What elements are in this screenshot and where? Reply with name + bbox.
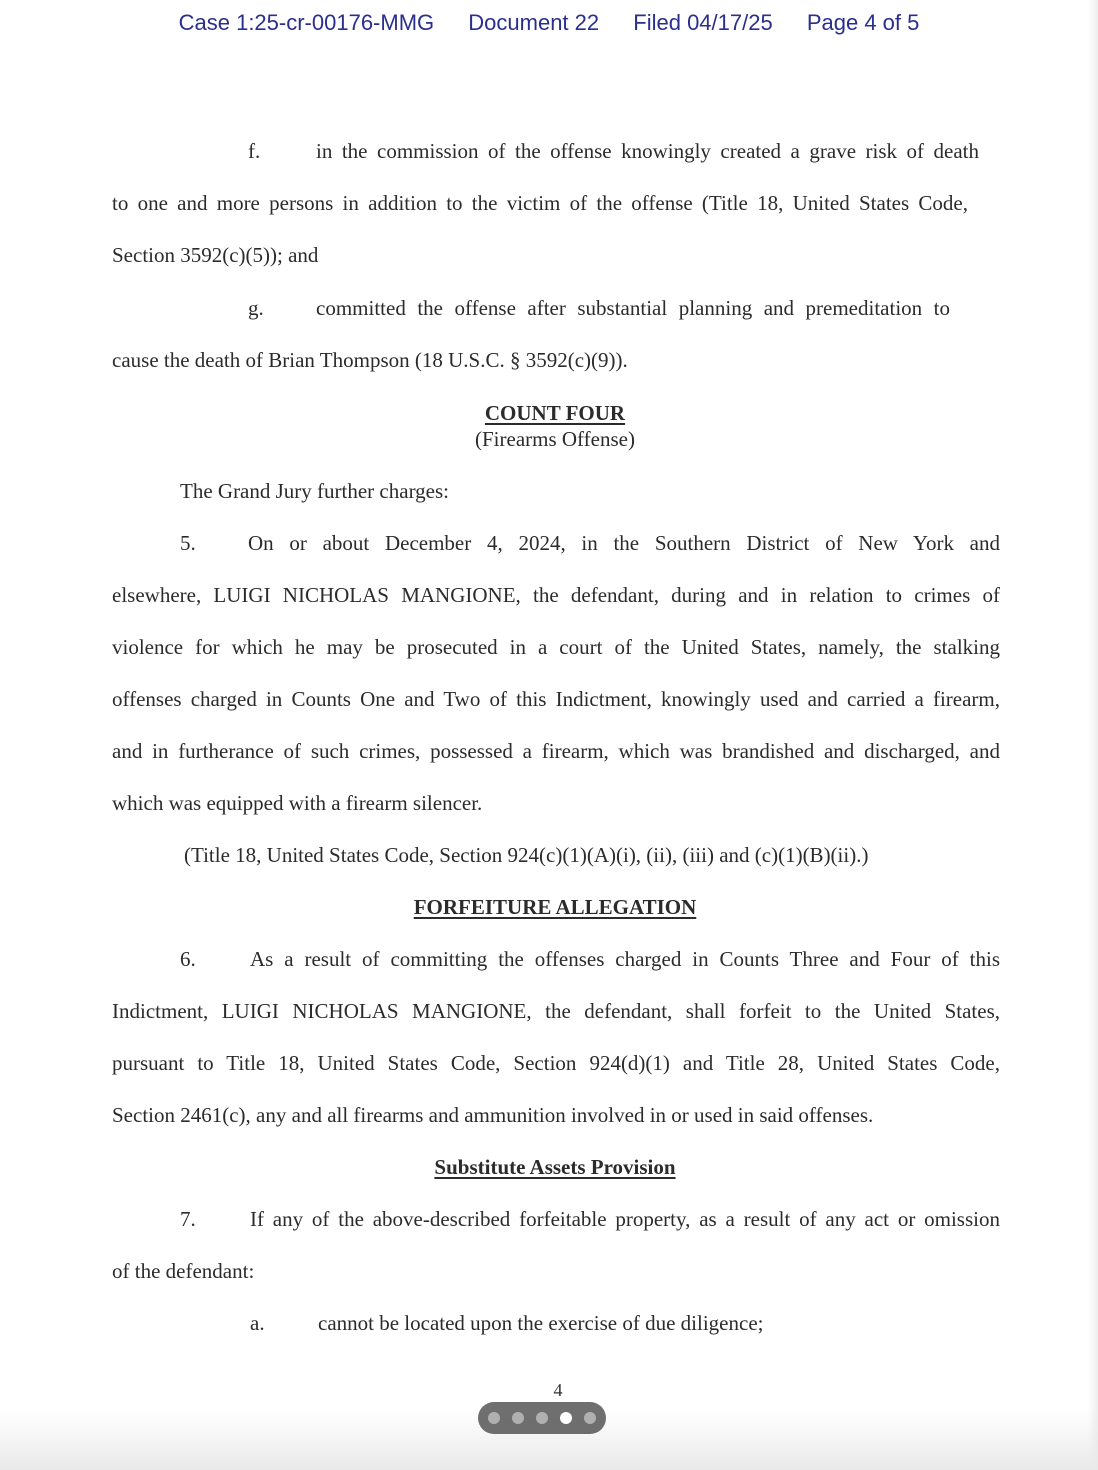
para-5-line-6: which was equipped with a firearm silencer. (112, 791, 483, 815)
item-f-line-1: in the commission of the offense knowingly created a grave risk of death (316, 139, 979, 163)
para-7-line-2: of the defendant: (112, 1259, 255, 1283)
item-a-marker: a. (250, 1311, 265, 1335)
page-edge-shadow (1088, 0, 1098, 1470)
page-number: 4 (553, 1380, 563, 1400)
filed-date: Filed 04/17/25 (633, 10, 773, 35)
count-four-subtitle: (Firearms Offense) (475, 427, 635, 451)
item-g-line-2: cause the death of Brian Thompson (18 U.S.C. § 3592(c)(9)). (112, 348, 628, 372)
item-g-marker: g. (248, 296, 264, 320)
document-number: Document 22 (468, 10, 600, 35)
page-indicator (478, 1402, 606, 1434)
para-6-number: 6. (180, 947, 196, 971)
para-6-line-1: As a result of committing the offenses charged in Counts Three and Four of this (250, 947, 1000, 971)
item-f-line-3: Section 3592(c)(5)); and (112, 243, 319, 267)
page-dot-4[interactable] (560, 1412, 572, 1424)
forfeiture-heading: FORFEITURE ALLEGATION (413, 895, 697, 919)
para-6-line-2: Indictment, LUIGI NICHOLAS MANGIONE, the defendant, shall forfeit to the United States, (112, 999, 1000, 1023)
substitute-assets-heading: Substitute Assets Provision (434, 1155, 676, 1179)
para-5-line-1: On or about December 4, 2024, in the Southern District of New York and (248, 531, 1000, 555)
para-5-line-3: violence for which he may be prosecuted in a court of the United States, namely, the stalking (112, 635, 1000, 659)
para-7-line-1: If any of the above-described forfeitable property, as a result of any act or omission (250, 1207, 1000, 1231)
count-four-heading: COUNT FOUR (484, 401, 626, 425)
item-a-text: cannot be located upon the exercise of due diligence; (318, 1311, 764, 1335)
para-6-line-3: pursuant to Title 18, United States Code, Section 924(d)(1) and Title 28, United States Code, (112, 1051, 1000, 1075)
para-5-line-2: elsewhere, LUIGI NICHOLAS MANGIONE, the defendant, during and in relation to crimes of (112, 583, 1000, 607)
para-6-line-4: Section 2461(c), any and all firearms and ammunition involved in or used in said offenses. (112, 1103, 874, 1127)
item-f-marker: f. (248, 139, 261, 163)
page-dot-3[interactable] (536, 1412, 548, 1424)
page-count: Page 4 of 5 (806, 10, 920, 35)
page-dot-5[interactable] (584, 1412, 596, 1424)
filing-header (0, 10, 1098, 36)
para-5-number: 5. (180, 531, 196, 555)
case-number: Case 1:25-cr-00176-MMG (178, 10, 435, 35)
item-g-line-1: committed the offense after substantial planning and premeditation to (316, 296, 950, 320)
item-f-line-2: to one and more persons in addition to the victim of the offense (Title 18, United States Code, (112, 191, 968, 215)
para-7-number: 7. (180, 1207, 196, 1231)
page-dot-1[interactable] (488, 1412, 500, 1424)
para-5-citation: (Title 18, United States Code, Section 924(c)(1)(A)(i), (ii), (iii) and (c)(1)(B)(ii).) (184, 843, 869, 867)
grand-jury-intro: The Grand Jury further charges: (180, 479, 450, 503)
para-5-line-5: and in furtherance of such crimes, possessed a firearm, which was brandished and discharged, and (112, 739, 1000, 763)
para-5-line-4: offenses charged in Counts One and Two of this Indictment, knowingly used and carried a firearm, (112, 687, 1000, 711)
page-dot-2[interactable] (512, 1412, 524, 1424)
